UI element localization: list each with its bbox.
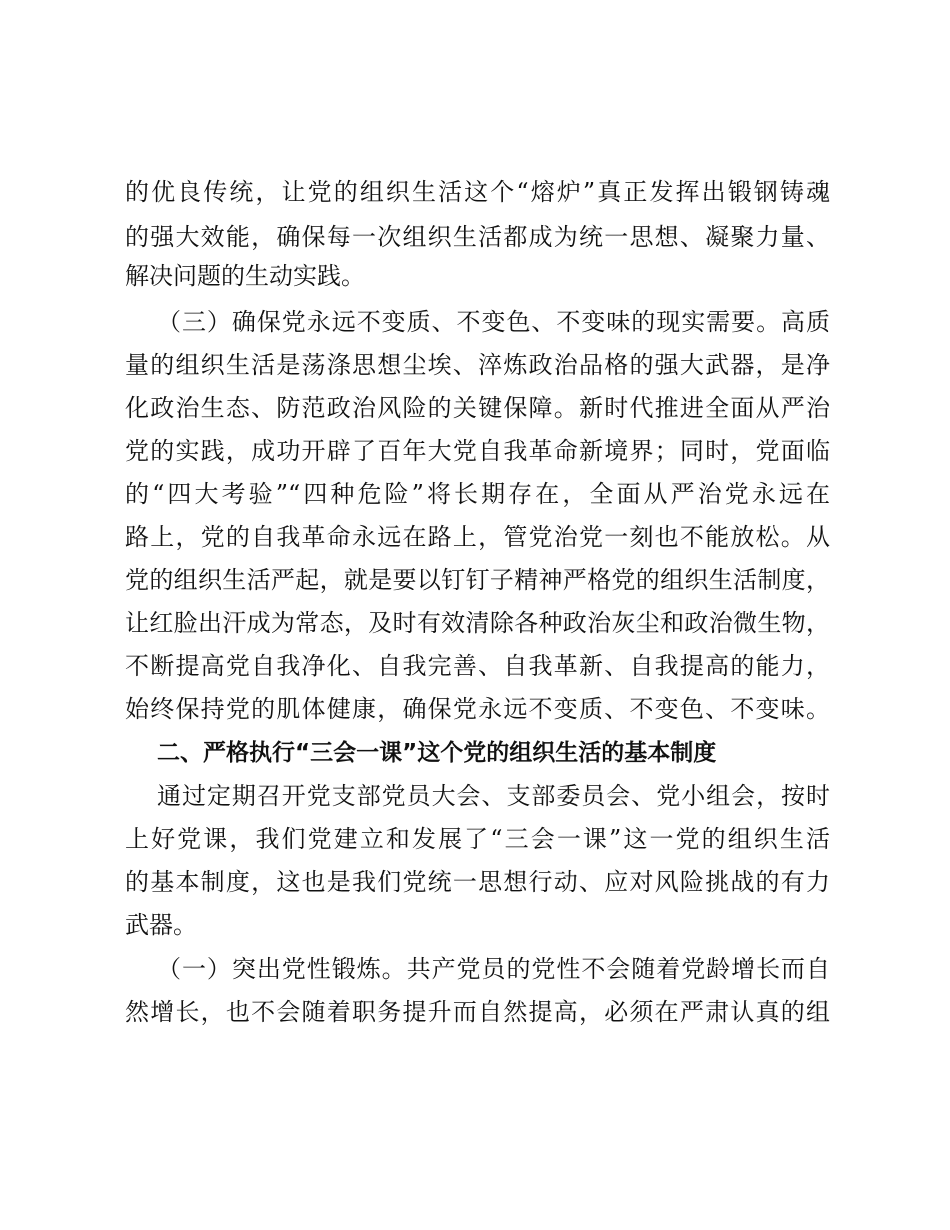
paragraph-line: 不断提高党自我净化、自我完善、自我革新、自我提高的能力， [125, 652, 830, 680]
paragraph-line: 始终保持党的肌体健康，确保党永远不变质、不变色、不变味。 [125, 695, 830, 723]
paragraph-line: 的强大效能，确保每一次组织生活都成为统一思想、凝聚力量、 [125, 223, 830, 251]
paragraph-line: 解决问题的生动实践。 [125, 262, 365, 290]
paragraph-line: 让红脸出汗成为常态，及时有效清除各种政治灰尘和政治微生物， [125, 609, 830, 637]
paragraph-line: 党的组织生活严起，就是要以钉钉子精神严格党的组织生活制度， [125, 566, 830, 594]
paragraph-line: 量的组织生活是荡涤思想尘埃、淬炼政治品格的强大武器，是净 [125, 351, 830, 379]
subheading-paragraph-line: （三）确保党永远不变质、不变色、不变味的现实需要。高质 [157, 308, 830, 336]
paragraph-line: 然增长，也不会随着职务提升而自然提高，必须在严肃认真的组 [125, 998, 830, 1026]
paragraph-line: 的优良传统，让党的组织生活这个“熔炉”真正发挥出锻钢铸魂 [125, 178, 830, 206]
paragraph-line: 上好党课，我们党建立和发展了“三会一课”这一党的组织生活 [125, 825, 830, 853]
paragraph-line: 化政治生态、防范政治风险的关键保障。新时代推进全面从严治 [125, 394, 830, 422]
section-heading: 二、严格执行“三会一课”这个党的组织生活的基本制度 [157, 740, 717, 766]
paragraph-line: 路上，党的自我革命永远在路上，管党治党一刻也不能放松。从 [125, 523, 830, 551]
paragraph-line: 的基本制度，这也是我们党统一思想行动、应对风险挑战的有力 [125, 868, 830, 896]
paragraph-line: 武器。 [125, 911, 197, 939]
paragraph-line: 的“四大考验”“四种危险”将长期存在，全面从严治党永远在 [125, 480, 830, 508]
paragraph-line: 通过定期召开党支部党员大会、支部委员会、党小组会，按时 [157, 782, 830, 810]
subheading-paragraph-line: （一）突出党性锻炼。共产党员的党性不会随着党龄增长而自 [157, 955, 830, 983]
paragraph-line: 党的实践，成功开辟了百年大党自我革命新境界；同时，党面临 [125, 437, 830, 465]
